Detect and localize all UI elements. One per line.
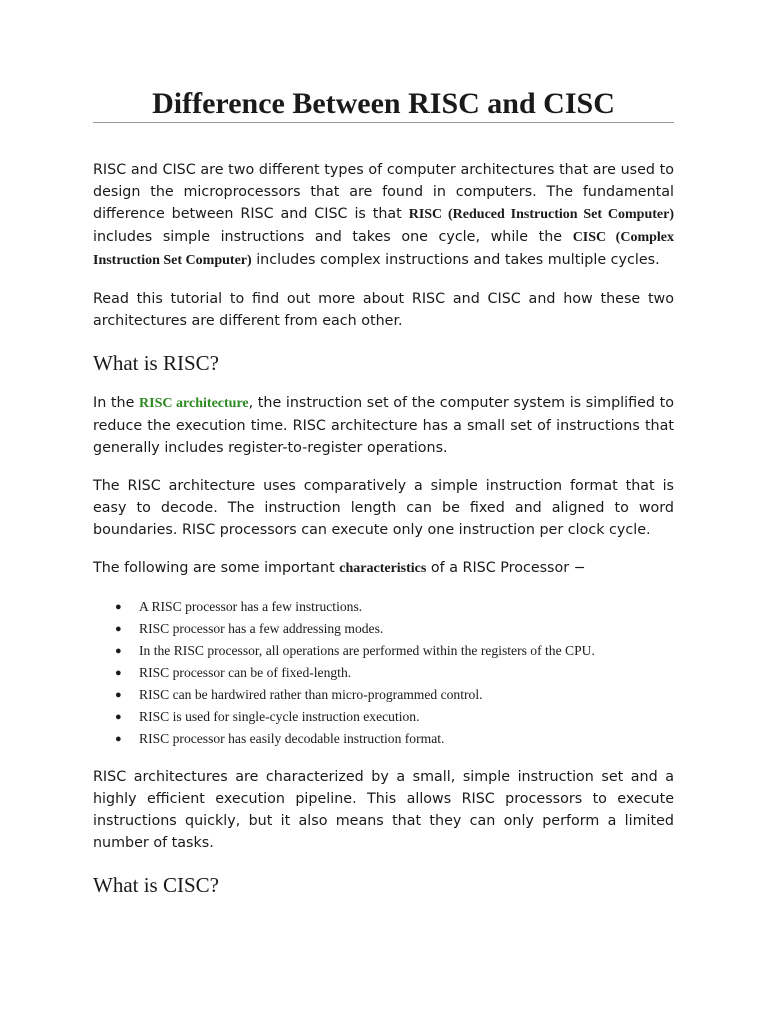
bullet-dot-icon: ● (115, 733, 122, 745)
bullet-dot-icon: ● (115, 601, 122, 613)
list-item (93, 684, 674, 706)
risc-closing-paragraph: RISC architectures are characterized by a small, simple instruction set and a highly efficient execution pipeline. This allows RISC processors to execute instructions quickly, but it also means that they can only perform a limited number of tasks. (93, 769, 674, 851)
intro-text-3: includes complex instructions and takes multiple cycles. (251, 252, 660, 268)
characteristics-intro (93, 557, 674, 580)
list-item (93, 596, 674, 618)
list-item-text: In the RISC processor, all operations are performed within the registers of the CPU. (139, 643, 595, 658)
bullet-dot-icon: ● (115, 645, 122, 657)
list-item (93, 640, 674, 662)
list-item-text: RISC can be hardwired rather than micro-programmed control. (139, 687, 483, 702)
risc-architecture-link[interactable]: RISC architecture (139, 396, 249, 411)
risc-heading: What is RISC? (93, 351, 219, 375)
bullet-dot-icon: ● (115, 667, 122, 679)
char-suffix: of a RISC Processor − (426, 560, 586, 576)
risc-p1-suffix: , the instruction set of the computer system is simplified to reduce the execution time. RISC architecture has a small set of instructions that generally includes register-to-register operations. (93, 395, 674, 456)
intro-text-1: RISC and CISC are two different types of computer architectures that are used to design the microprocessors that are found in computers. The fundamental difference between RISC and CISC is that (93, 162, 674, 222)
bullet-dot-icon: ● (115, 689, 122, 701)
bullet-dot-icon: ● (115, 711, 122, 723)
risc-p1-prefix: In the (93, 395, 140, 411)
intro-paragraph (93, 159, 674, 272)
cisc-heading: What is CISC? (93, 873, 219, 897)
list-item (93, 706, 674, 728)
char-prefix: The following are some important (93, 560, 340, 576)
page-title: Difference Between RISC and CISC (152, 87, 615, 120)
list-item-text: RISC processor can be of fixed-length. (139, 665, 352, 680)
document-page (93, 84, 674, 899)
characteristics-term: characteristics (339, 561, 427, 576)
read-more-paragraph: Read this tutorial to find out more about RISC and CISC and how these two architectures are different from each other. (93, 291, 674, 329)
cisc-definition: CISC (Complex Instruction Set Computer) (93, 230, 674, 268)
bullet-dot-icon: ● (115, 623, 122, 635)
intro-text-2: includes simple instructions and takes one cycle, while the (93, 229, 573, 245)
risc-definition: RISC (Reduced Instruction Set Computer) (408, 207, 674, 222)
list-item-text: RISC processor has easily decodable instruction format. (139, 731, 445, 746)
risc-paragraph-2: The RISC architecture uses comparatively a simple instruction format that is easy to decode. The instruction length can be fixed and aligned to word boundaries. RISC processors can execute only one instruction per clock cycle. (93, 478, 674, 538)
list-item-text: A RISC processor has a few instructions. (139, 599, 363, 614)
title-divider (93, 122, 674, 123)
risc-paragraph-1 (93, 392, 674, 459)
risc-characteristics-list (93, 596, 674, 750)
list-item (93, 728, 674, 750)
list-item-text: RISC is used for single-cycle instruction execution. (139, 709, 420, 724)
list-item (93, 662, 674, 684)
list-item-text: RISC processor has a few addressing modes. (139, 621, 384, 636)
list-item (93, 618, 674, 640)
